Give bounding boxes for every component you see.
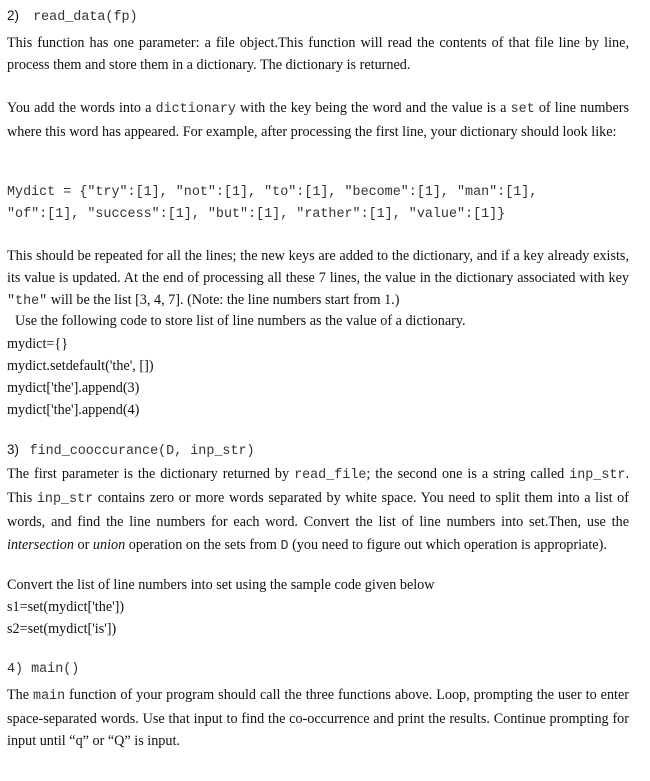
text: with the key being the word and the value is a xyxy=(235,100,511,116)
section-2-paragraph-1: This function has one parameter: a file object.This function will read the contents of that file line by line, process them and store them in a dictionary. The dictionary is returned. xyxy=(7,35,629,74)
text: ; the second one is a string called xyxy=(366,466,570,482)
inline-code: "the" xyxy=(7,294,48,310)
section-3-instruction: Convert the list of line numbers into set using the sample code given below xyxy=(7,577,435,593)
code-line-3: mydict['the'].append(3) xyxy=(7,380,140,396)
code-line-2: s2=set(mydict['is']) xyxy=(7,621,117,637)
inline-code: D xyxy=(280,538,289,554)
text: The first parameter is the dictionary returned by xyxy=(7,466,295,482)
function-signature: read_data(fp) xyxy=(33,10,138,25)
function-signature: find_cooccurance(D, inp_str) xyxy=(29,444,255,459)
section-3-heading xyxy=(7,440,255,462)
section-2-instruction: Use the following code to store list of line numbers as the value of a dictionary. xyxy=(15,313,466,329)
text: contains zero or more words separated by white space. You need to split them into a list of words, and find the line numbers for each word. Convert the list of line numbers into set.Then, use the xyxy=(7,490,629,531)
text: This should be repeated for all the lines; the new keys are added to the dictionary, and if a key already exists, its value is updated. At the end of processing all these 7 lines, the value in the dictionary associated with key xyxy=(7,248,629,287)
section-number: 2) xyxy=(7,8,19,23)
inline-code: set xyxy=(510,102,535,117)
section-2-paragraph-3 xyxy=(7,245,629,314)
code-line-4: mydict['the'].append(4) xyxy=(7,402,140,418)
text: operation on the sets from xyxy=(125,536,281,553)
section-2-heading xyxy=(7,6,138,28)
inline-code: dictionary xyxy=(155,102,236,117)
emphasis: union xyxy=(92,536,126,553)
code-example-line-1: Mydict = {"try":[1], "not":[1], "to":[1], "become":[1], "man":[1], xyxy=(7,185,538,200)
inline-code: main xyxy=(33,689,66,704)
text: You add the words into a xyxy=(7,100,156,116)
text: will be the list [3, 4, 7]. (Note: the line numbers start from 1.) xyxy=(47,292,400,309)
section-3-paragraph xyxy=(7,463,629,558)
section-2-paragraph-2 xyxy=(7,97,629,143)
text: The xyxy=(7,687,34,703)
code-line-2: mydict.setdefault('the', []) xyxy=(7,358,154,374)
code-line-1: mydict={} xyxy=(7,336,69,352)
code-example-line-2: "of":[1], "success":[1], "but":[1], "rather":[1], "value":[1]} xyxy=(7,207,506,222)
text: (you need to figure out which operation is appropriate). xyxy=(288,536,607,553)
code-line-1: s1=set(mydict['the']) xyxy=(7,599,125,615)
text: or xyxy=(73,536,93,553)
inline-code: inp_str xyxy=(36,492,94,508)
inline-code: inp_str xyxy=(569,468,626,483)
section-4-paragraph xyxy=(7,684,629,753)
inline-code: read_file xyxy=(294,468,367,483)
text: . This xyxy=(7,466,629,507)
text: of line numbers where this word has appeared. For example, after processing the first line, your dictionary should look like: xyxy=(7,100,629,141)
section-number: 3) xyxy=(7,442,19,457)
text: function of your program should call the three functions above. Loop, prompting the user to enter space-separated words. Use that input to find the co-occurrence and print the results. Continue prompting for input until “q” or “Q” is input. xyxy=(7,687,630,750)
section-4-heading: 4) main() xyxy=(7,662,80,677)
emphasis: intersection xyxy=(7,536,74,553)
